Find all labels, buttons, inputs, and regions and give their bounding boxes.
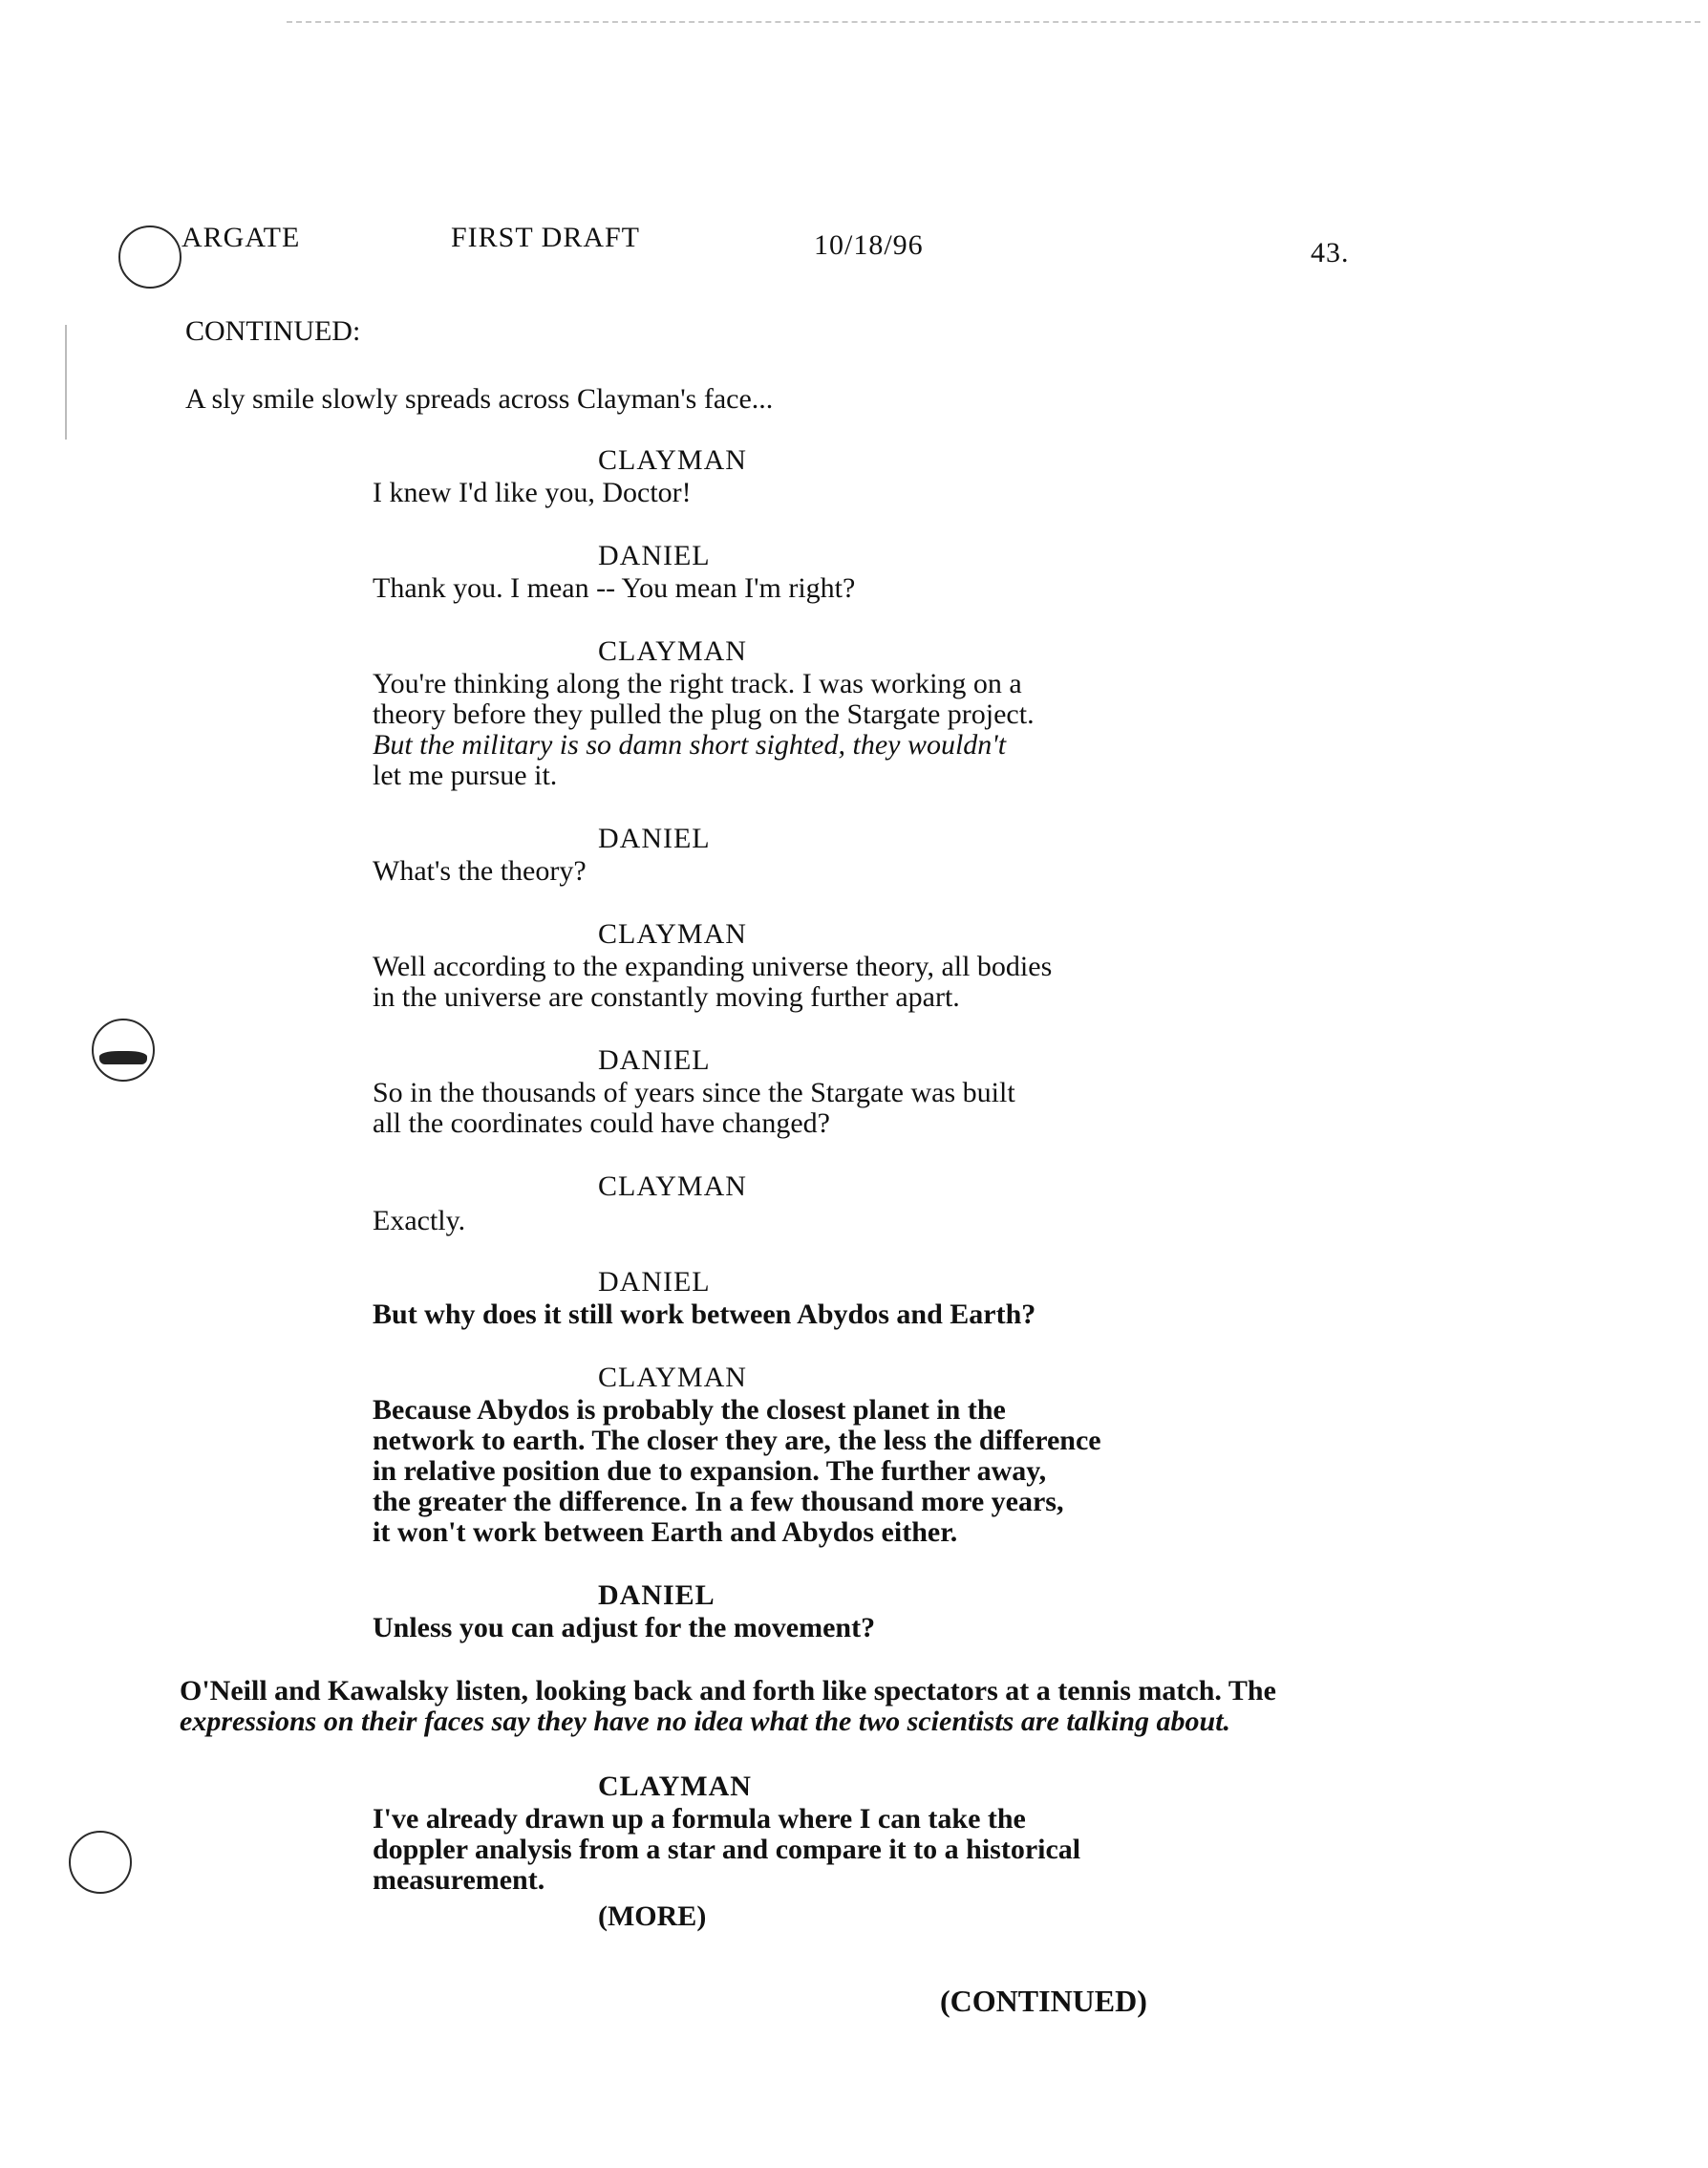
- continued-bottom: (CONTINUED): [940, 1984, 1147, 2018]
- dialogue-line: Because Abydos is probably the closest planet in the: [373, 1394, 1006, 1426]
- character-name: DANIEL: [598, 540, 711, 571]
- draft-label: FIRST DRAFT: [451, 222, 641, 253]
- character-name: CLAYMAN: [598, 444, 747, 476]
- dialogue-line: in relative position due to expansion. The further away,: [373, 1455, 1047, 1487]
- character-name: DANIEL: [598, 1579, 715, 1611]
- action-line: A sly smile slowly spreads across Clayman's face...: [185, 383, 774, 415]
- scan-noise: [287, 21, 1700, 23]
- character-name: DANIEL: [598, 1044, 711, 1076]
- dialogue-line: Exactly.: [373, 1205, 466, 1236]
- punch-hole-icon: [118, 225, 181, 289]
- dialogue-line: theory before they pulled the plug on the Stargate project.: [373, 698, 1035, 730]
- character-name: DANIEL: [598, 823, 711, 854]
- draft-date: 10/18/96: [814, 229, 924, 261]
- dialogue-line: network to earth. The closer they are, the less the difference: [373, 1425, 1101, 1456]
- dialogue-line: I've already drawn up a formula where I can take the: [373, 1803, 1026, 1835]
- margin-mark: [65, 325, 67, 440]
- dialogue-line: let me pursue it.: [373, 760, 558, 791]
- dialogue-line: You're thinking along the right track. I was working on a: [373, 668, 1022, 699]
- dialogue-line: But the military is so damn short sighted, they wouldn't: [373, 729, 1007, 761]
- dialogue-line: it won't work between Earth and Abydos either.: [373, 1516, 958, 1548]
- dialogue-line: Well according to the expanding universe theory, all bodies: [373, 951, 1053, 982]
- dialogue-line: But why does it still work between Abydos and Earth?: [373, 1299, 1036, 1330]
- script-title: ARGATE: [181, 222, 301, 253]
- page-number: 43.: [1311, 237, 1350, 268]
- dialogue-line: all the coordinates could have changed?: [373, 1107, 830, 1139]
- action-line: expressions on their faces say they have no idea what the two scientists are talking about.: [180, 1706, 1231, 1737]
- action-line: O'Neill and Kawalsky listen, looking back and forth like spectators at a tennis match. The: [180, 1675, 1276, 1706]
- character-name: CLAYMAN: [598, 918, 747, 950]
- dialogue-line: measurement.: [373, 1864, 545, 1896]
- dialogue-line: Thank you. I mean -- You mean I'm right?: [373, 572, 856, 604]
- dialogue-line: What's the theory?: [373, 855, 587, 887]
- character-name: CLAYMAN: [598, 635, 747, 667]
- dialogue-line: doppler analysis from a star and compare it to a historical: [373, 1834, 1081, 1865]
- punch-hole-icon: [69, 1831, 132, 1894]
- more-marker: (MORE): [598, 1900, 707, 1932]
- dialogue-line: the greater the difference. In a few thousand more years,: [373, 1486, 1064, 1517]
- punch-hole-icon: [92, 1019, 155, 1082]
- dialogue-line: in the universe are constantly moving further apart.: [373, 981, 960, 1013]
- character-name: CLAYMAN: [598, 1362, 747, 1393]
- character-name: DANIEL: [598, 1266, 711, 1298]
- dialogue-line: So in the thousands of years since the Stargate was built: [373, 1077, 1015, 1108]
- dialogue-line: I knew I'd like you, Doctor!: [373, 477, 692, 508]
- continued-top: CONTINUED:: [185, 315, 361, 347]
- dialogue-line: Unless you can adjust for the movement?: [373, 1612, 876, 1643]
- character-name: CLAYMAN: [598, 1771, 752, 1802]
- character-name: CLAYMAN: [598, 1170, 747, 1202]
